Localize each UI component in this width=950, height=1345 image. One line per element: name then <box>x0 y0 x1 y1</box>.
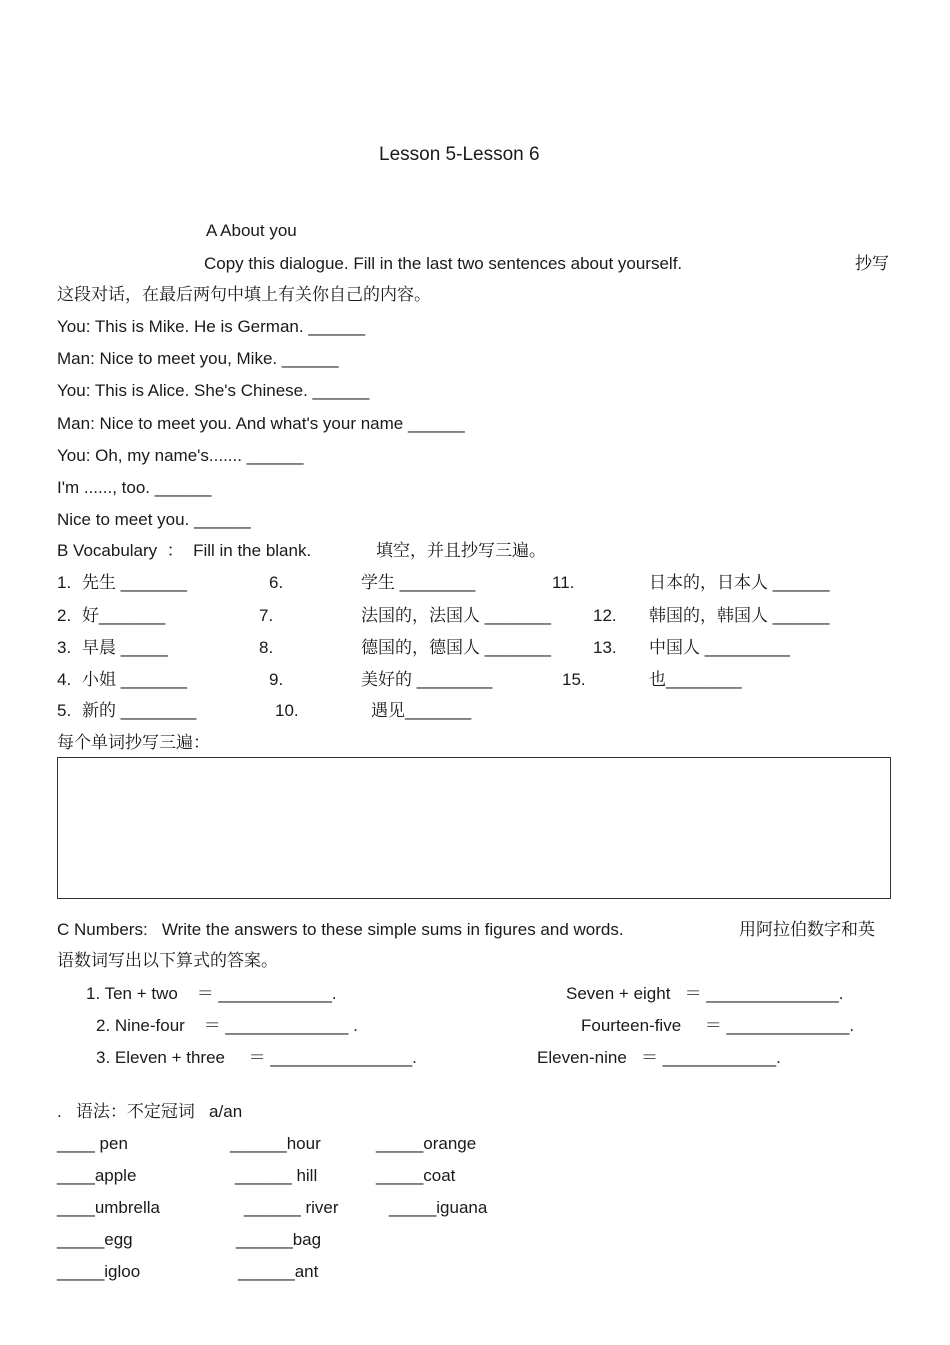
dialogue-line: You: Oh, my name's....... ______ <box>57 446 304 465</box>
vocab-word: 学生 ________ <box>361 573 476 592</box>
article-item: _____coat <box>376 1166 456 1185</box>
article-item: ____umbrella <box>57 1198 161 1217</box>
vocab-number: 3. <box>57 638 72 657</box>
sum-question: 2. Nine-four ＝ _____________ . <box>96 1016 358 1035</box>
article-item: ____ pen <box>57 1134 128 1153</box>
vocab-word: 美好的 ________ <box>361 670 493 689</box>
sum-question: Seven + eight ＝ ______________. <box>566 984 844 1003</box>
article-item: ______ river <box>244 1198 339 1217</box>
article-item: _____orange <box>376 1134 477 1153</box>
vocab-number: 13. <box>593 638 617 657</box>
section-d-heading: . 语法：不定冠词 a/an <box>57 1102 243 1121</box>
vocab-number: 1. <box>57 573 72 592</box>
vocab-word: 中国人 _________ <box>649 638 790 657</box>
vocab-number: 4. <box>57 670 72 689</box>
dialogue-line: You: This is Alice. She's Chinese. ______ <box>57 381 370 400</box>
article-item: _____igloo <box>57 1262 141 1281</box>
vocab-number: 15. <box>562 670 586 689</box>
article-item: ______bag <box>236 1230 322 1249</box>
dialogue-line: I'm ......, too. ______ <box>57 478 212 497</box>
section-a-instruction: Copy this dialogue. Fill in the last two sentences about yourself. <box>204 254 683 273</box>
article-item: ______hour <box>230 1134 321 1153</box>
section-c-heading: C Numbers: Write the answers to these simple sums in figures and words. <box>57 920 624 939</box>
article-item: ____apple <box>57 1166 137 1185</box>
article-item: _____egg <box>57 1230 133 1249</box>
dialogue-line: Man: Nice to meet you. And what's your name ______ <box>57 414 465 433</box>
section-b-heading: B Vocabulary ： Fill in the blank. <box>57 541 312 560</box>
vocab-number: 10. <box>275 701 299 720</box>
vocab-number: 9. <box>269 670 284 689</box>
dialogue-line: Nice to meet you. ______ <box>57 510 251 529</box>
section-a-instruction-cn-cont: 这段对话，在最后两句中填上有关你自己的内容。 <box>57 285 431 304</box>
vocab-word: 遇见_______ <box>371 701 472 720</box>
vocab-word: 德国的，德国人 _______ <box>361 638 551 657</box>
sum-question: 3. Eleven + three ＝ _______________. <box>96 1048 417 1067</box>
vocab-word: 日本的，日本人 ______ <box>649 573 830 592</box>
section-b-heading-cn: 填空，并且抄写三遍。 <box>376 541 546 560</box>
vocab-word: 韩国的，韩国人 ______ <box>649 606 830 625</box>
section-c-heading-cn: 用阿拉伯数字和英 <box>739 920 875 939</box>
sum-question: Eleven-nine ＝ ____________. <box>537 1048 781 1067</box>
vocab-word: 早晨 _____ <box>82 638 168 657</box>
dialogue-line: You: This is Mike. He is German. ______ <box>57 317 366 336</box>
vocab-number: 12. <box>593 606 617 625</box>
vocab-word: 小姐 _______ <box>82 670 187 689</box>
vocab-word: 先生 _______ <box>82 573 187 592</box>
section-a-heading: A About you <box>206 221 297 240</box>
vocab-word: 好_______ <box>82 606 166 625</box>
article-item: ______ hill <box>235 1166 318 1185</box>
section-c-heading-cn-cont: 语数词写出以下算式的答案。 <box>57 951 278 970</box>
article-item: ______ant <box>238 1262 319 1281</box>
copy-instruction: 每个单词抄写三遍： <box>57 733 210 752</box>
copy-writing-box[interactable] <box>57 757 891 899</box>
vocab-number: 11. <box>552 573 575 592</box>
vocab-number: 8. <box>259 638 274 657</box>
article-item: _____iguana <box>389 1198 488 1217</box>
vocab-number: 2. <box>57 606 72 625</box>
vocab-word: 法国的，法国人 _______ <box>361 606 551 625</box>
vocab-number: 7. <box>259 606 274 625</box>
vocab-number: 6. <box>269 573 284 592</box>
vocab-number: 5. <box>57 701 72 720</box>
sum-question: Fourteen-five ＝ _____________. <box>581 1016 855 1035</box>
sum-question: 1. Ten + two ＝ ____________. <box>86 984 337 1003</box>
section-a-instruction-cn: 抄写 <box>855 254 889 273</box>
vocab-word: 也________ <box>649 670 742 689</box>
vocab-word: 新的 ________ <box>82 701 197 720</box>
page-title: Lesson 5-Lesson 6 <box>379 144 540 165</box>
dialogue-line: Man: Nice to meet you, Mike. ______ <box>57 349 339 368</box>
